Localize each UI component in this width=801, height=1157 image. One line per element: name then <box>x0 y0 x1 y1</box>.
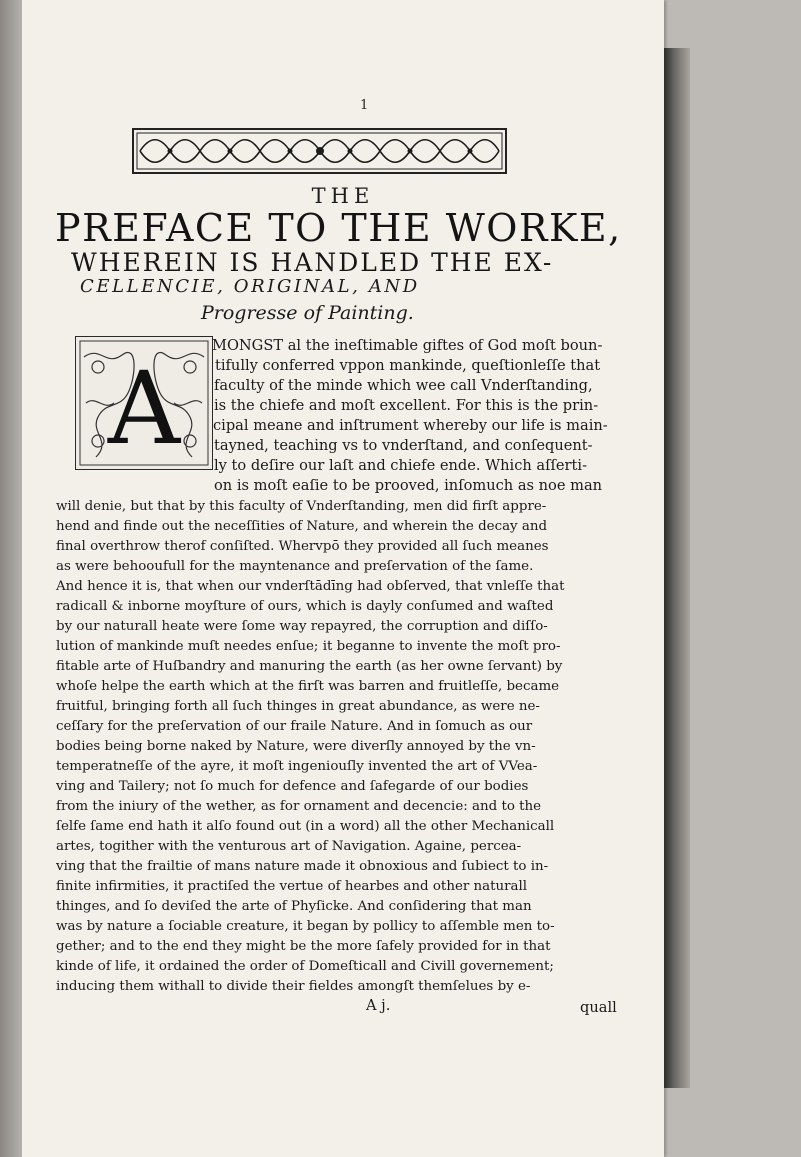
body-line: gether; and to the end they might be the more ſafely provided for in that <box>56 939 551 954</box>
body-line: from the iniury of the wether, as for ornament and decencie: and to the <box>56 799 542 814</box>
body-line: ving that the frailtie of mans nature made it obnoxious and ſubiect to in- <box>56 859 549 874</box>
body-line: tayned, teaching vs to vnderſtand, and conſequent- <box>214 437 593 454</box>
body-line: faculty of the minde which wee call Vnderſtanding, <box>214 377 593 394</box>
body-line: MONGST al the ineſtimable giftes of God moſt boun- <box>212 337 603 354</box>
body-line: as were behooufull for the mayntenance and preſervation of the ſame. <box>56 559 534 574</box>
body-line: finite infirmities, it practiſed the vertue of hearbes and other naturall <box>56 879 528 894</box>
body-line: thinges, and ſo deviſed the arte of Phyſicke. And conſidering that man <box>56 899 532 914</box>
page-edge-shadow <box>664 48 690 1088</box>
body-line: will denie, but that by this faculty of Vnderſtanding, men did firſt appre- <box>56 499 547 514</box>
body-line: was by nature a ſociable creature, it began by pollicy to aſſemble men to- <box>56 919 555 934</box>
body-line: fitable arte of Huſbandry and manuring the earth (as her owne ſervant) by <box>56 659 563 674</box>
body-line: lution of mankinde muſt needes enſue; it beganne to invente the moſt pro- <box>56 639 561 654</box>
page-number: 1 <box>360 98 369 113</box>
title-subtitle-1: WHEREIN IS HANDLED THE EX- <box>71 248 554 277</box>
body-line: on is moſt eaſie to be prooved, inſomuch as noe man <box>214 477 603 494</box>
initial-letter: A <box>107 350 181 467</box>
body-line: by our naturall heate were ſome way repayred, the corruption and diſſo- <box>56 619 548 634</box>
body-line: cipal meane and inſtrument whereby our life is main- <box>213 417 608 434</box>
body-line: artes, togither with the venturous art of Navigation. Againe, percea- <box>56 839 522 854</box>
body-line: tifully conferred vppon mankinde, queſtionleſſe that <box>215 357 601 374</box>
book-page <box>22 0 664 1157</box>
body-line: ving and Tailery; not ſo much for defence and ſafegarde of our bodies <box>56 779 529 794</box>
body-line: radicall & inborne moyſture of ours, which is dayly conſumed and waſted <box>56 599 554 614</box>
catchword: quall <box>580 999 617 1016</box>
title-main: PREFACE TO THE WORKE, <box>55 206 622 250</box>
body-line: inducing them withall to divide their fieldes amongſt themſelues by e- <box>56 979 531 994</box>
body-line: hend and finde out the neceſſities of Nature, and wherein the decay and <box>56 519 548 534</box>
body-line: ceſſary for the preſervation of our fraile Nature. And in ſomuch as our <box>56 719 533 734</box>
title-the: THE <box>311 184 375 208</box>
body-line: kinde of life, it ordained the order of Domeſticall and Civill governement; <box>56 959 554 974</box>
body-line: whoſe helpe the earth which at the firſt was barren and fruitleſſe, became <box>56 679 560 694</box>
body-text <box>22 0 664 1157</box>
body-line: is the chiefe and moſt excellent. For this is the prin- <box>214 397 599 414</box>
body-line: ſelfe ſame end hath it alſo found out (in a word) all the other Mechanicall <box>56 819 555 834</box>
signature-mark: A j. <box>366 997 391 1014</box>
body-line: temperatneſſe of the ayre, it moſt ingeniouſly invented the art of VVea- <box>56 759 538 774</box>
body-line: final overthrow therof conſiſted. Whervpō they provided all ſuch meanes <box>56 539 549 554</box>
body-line: And hence it is, that when our vnderſtādīng had obſerved, that vnleſſe that <box>56 579 565 594</box>
title-subtitle-3: Progresse of Painting. <box>201 302 414 324</box>
title-subtitle-2: CELLENCIE, ORIGINAL, AND <box>80 276 420 297</box>
body-line: bodies being borne naked by Nature, were diverſly annoyed by the vn- <box>56 739 536 754</box>
body-line: fruitful, bringing forth all ſuch thinges in great abundance, as were ne- <box>56 699 540 714</box>
body-line: ly to deſire our laſt and chiefe ende. Which aſſerti- <box>214 457 587 474</box>
